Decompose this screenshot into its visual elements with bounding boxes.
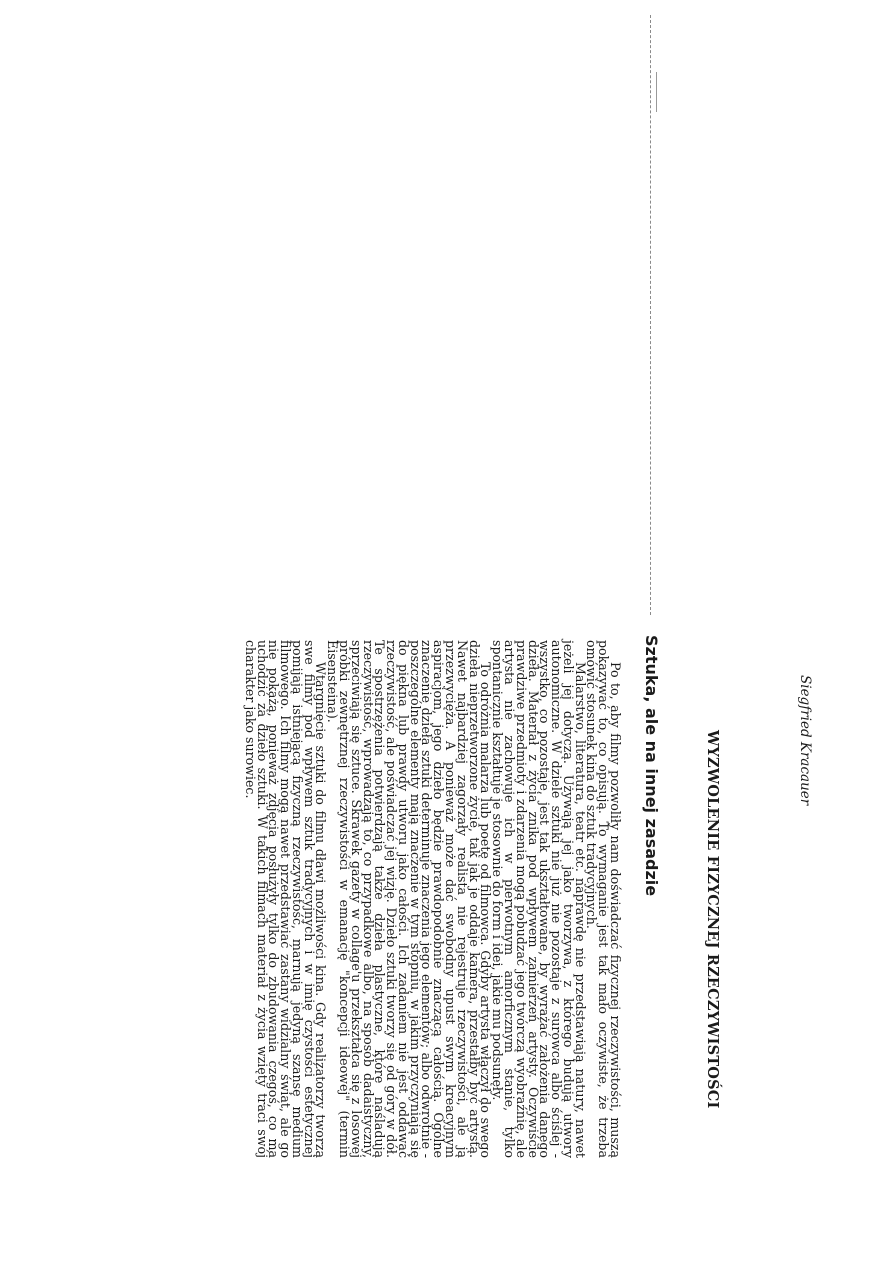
- author-name: Siegfried Kracauer: [797, 675, 813, 806]
- body-text: [21, 640, 621, 1158]
- document-title: WYZWOLENIE FIZYCZNEJ RZECZYWISTOŚCI: [704, 730, 721, 1109]
- paragraph-1: Po to, aby filmy pozwoliły nam doświadczać fizycznej rzeczywistości, muszą pokazywać to, co opisują. To wymaganie jest tak mało oczywiste, że trzeba omówić stosunek kina do sztuk tradycyjnych.: [584, 640, 623, 1158]
- paragraph-4: Wtargnięcie sztuki do filmu dławi możliwości kina. Gdy realizatorzy tworzą swe filmy pod wpływem sztuk tradycyjnych i w imię czystości estetycznej pomijają istniejącą fizyczną rzeczywistość, marnują jedyną szansę medium filmowego. Ich filmy mogą nawet przedstawiać zastany widzialny świat, ale go nie pokażą, ponieważ zdjęcia posłużyły tylko do zbudowania czegoś, co ma uchodzić za dzieło sztuki. W takich filmach materiał z życia wzięty traci swój charakter jako surowiec.: [242, 640, 329, 1158]
- dashed-separator: [650, 15, 651, 615]
- paragraph-2: Malarstwo, literatura, teatr etc. naprawdę nie przedstawiają natury, nawet jeżeli jej dotyczą. Używają jej jako tworzywa, z którego budują utwory autonomiczne. W dziele sztuki nie już nie pozostaje z surowca albo ściślej - wszystko, co pozostaje, jest tak ukształtowane, by wyrażać założenia danego dzieła. Materiał z życia znika pod wpływem zamierzeń artysty. Oczywiście prawdziwe przedmioty i zdarzenia mogą pobudzać jego twórczą wyobraźnię, ale artysta nie zachowuje ich w pierwotnym amorficznym stanie, tylko spontanicznie kształtuje je stosownie do form i idei, jakie mu podsunęły.: [490, 640, 588, 1158]
- section-heading: Sztuka, ale na innej zasadzie: [642, 635, 661, 897]
- separator-stroke: [656, 72, 657, 112]
- paragraph-3: To odróżnia malarza lub poetę od filmowca. Gdyby artysta włączył do swego dzieła nieprzetworzone życie, tak jak je oddaje kamera, przestałby być artystą. Nawet najbardziej zagorzały realista nie rejestruje rzeczywistości, ale ją przezwycięża. A ponieważ może dać swobodny upust swym kreacyjnym aspiracjom, jego dzieło będzie prawdopodobnie znaczącą całością. Ogólne znaczenie dzieła sztuki determinuje znaczenia jego elementów; albo odwrotnie - poszczególne elementy mają znaczenie w tym stopniu, w jakim przyczyniają się do piękna lub prawdy utworu jako całości. Ich zadaniem nie jest oddawać rzeczywistość, ale poświadczać jej wizję. Dzieło sztuki tworzy się od góry w dół. Te spostrzeżenia potwierdzają także dzieła plastyczne, które naśladują rzeczywistość, wprowadzają to, co przypadkowe albo, na sposób dadaistyczny, sprzeciwiają się sztuce. Skrawek gazety w collage'u przekształca się z losowej próbki zewnętrznej rzeczywistości w emanację "koncepcji ideowej" (termin Eisensteina).: [325, 640, 494, 1158]
